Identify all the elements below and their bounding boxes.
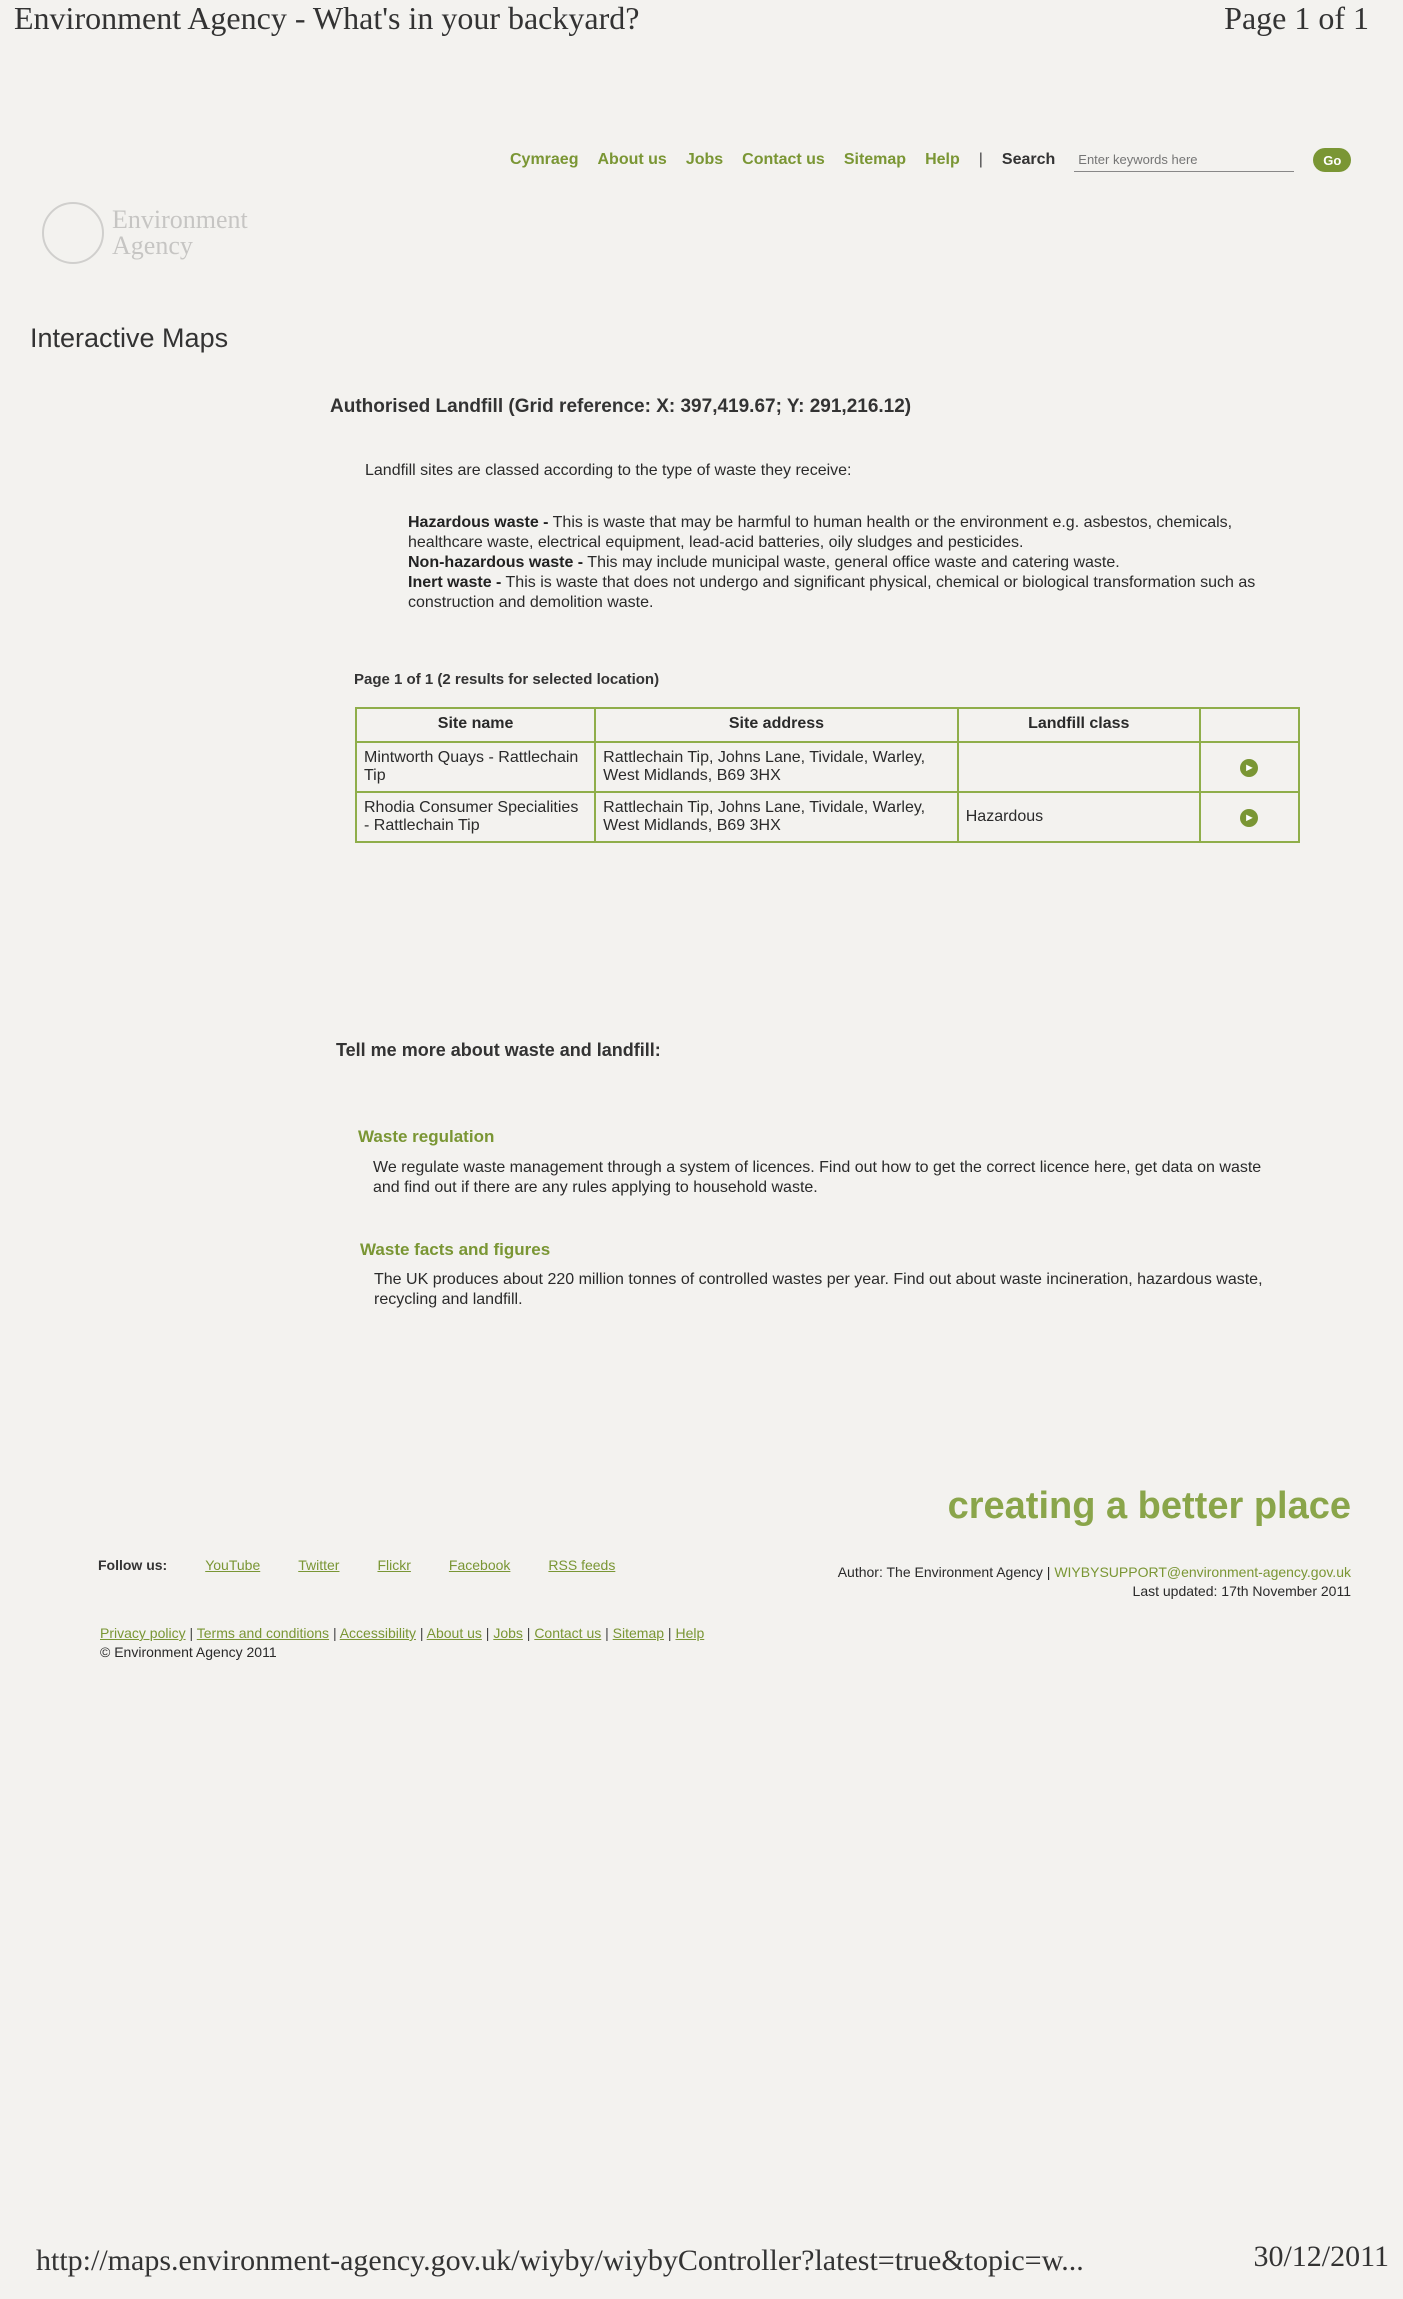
footer-link-jobs[interactable]: Jobs <box>493 1625 523 1641</box>
waste-facts-text: The UK produces about 220 million tonnes of controlled wastes per year. Find out about waste incineration, hazardous waste, recycling and landfill. <box>374 1271 1263 1308</box>
tell-me-more-heading: Tell me more about waste and landfill: <box>336 1040 661 1060</box>
social-link-rss[interactable]: RSS feeds <box>548 1557 616 1573</box>
social-link-youtube[interactable]: YouTube <box>205 1557 261 1573</box>
table-row <box>356 742 1299 792</box>
waste-regulation-link[interactable]: Waste regulation <box>358 1127 495 1146</box>
cell-action <box>1200 792 1299 842</box>
footer-link-sitemap[interactable]: Sitemap <box>612 1625 665 1641</box>
search-input[interactable] <box>1074 149 1294 172</box>
footer-link-accessibility[interactable]: Accessibility <box>339 1625 416 1641</box>
cell-site-name: Mintworth Quays - Rattlechain Tip <box>356 742 595 792</box>
nav-link-jobs[interactable]: Jobs <box>685 151 724 168</box>
nav-link-about-us[interactable]: About us <box>597 151 667 168</box>
copyright: © Environment Agency 2011 <box>100 1644 277 1660</box>
slogan: creating a better place <box>947 1485 1351 1527</box>
definition-non-hazardous <box>408 553 1288 573</box>
cell-landfill-class <box>958 742 1200 792</box>
footer-link-privacy[interactable]: Privacy policy <box>100 1625 186 1641</box>
footer-link-terms[interactable]: Terms and conditions <box>196 1625 330 1641</box>
print-header-title: Environment Agency - What's in your backyard? <box>14 0 640 36</box>
author-label: Author: The Environment Agency | <box>837 1564 1055 1580</box>
search-label: Search <box>1001 151 1056 168</box>
landfill-results-table <box>355 707 1300 843</box>
footer-link-about-us[interactable]: About us <box>426 1625 482 1641</box>
footer-links: Privacy policy | Terms and conditions | Accessibility | About us | Jobs | Contact us | Sitemap | Help <box>100 1625 705 1641</box>
definition-term: Inert waste - <box>408 574 502 591</box>
definition-text: This may include municipal waste, general office waste and catering waste. <box>583 554 1120 571</box>
nav-link-contact-us[interactable]: Contact us <box>742 151 825 168</box>
author-info <box>838 1563 1351 1601</box>
author-email-link[interactable]: WIYBYSUPPORT@environment-agency.gov.uk <box>1054 1564 1351 1580</box>
waste-facts-link[interactable]: Waste facts and figures <box>360 1240 551 1259</box>
table-header-row <box>356 708 1299 742</box>
top-nav <box>510 148 1351 172</box>
definition-term: Hazardous waste - <box>408 514 549 531</box>
page-title: Interactive Maps <box>30 323 229 353</box>
column-header-landfill-class: Landfill class <box>958 708 1200 742</box>
definition-inert <box>408 573 1288 613</box>
logo-text-line1: Environment <box>112 205 248 234</box>
follow-us-bar <box>98 1557 615 1573</box>
results-count: Page 1 of 1 (2 results for selected location) <box>354 671 660 688</box>
print-footer-date: 30/12/2011 <box>1253 2240 1389 2273</box>
table-row <box>356 792 1299 842</box>
landfill-intro: Landfill sites are classed according to the type of waste they receive: <box>365 462 852 479</box>
cell-site-address: Rattlechain Tip, Johns Lane, Tividale, Warley, West Midlands, B69 3HX <box>595 792 958 842</box>
definition-term: Non-hazardous waste - <box>408 554 584 571</box>
last-updated: Last updated: 17th November 2011 <box>1132 1583 1351 1599</box>
cell-action <box>1200 742 1299 792</box>
social-link-flickr[interactable]: Flickr <box>377 1557 411 1573</box>
environment-agency-logo[interactable] <box>42 202 248 264</box>
social-link-facebook[interactable]: Facebook <box>448 1557 511 1573</box>
row-details-arrow-icon[interactable]: ► <box>1240 759 1258 777</box>
print-header-page: Page 1 of 1 <box>1224 0 1369 36</box>
row-details-arrow-icon[interactable]: ► <box>1240 809 1258 827</box>
column-header-action <box>1200 708 1299 742</box>
column-header-site-name: Site name <box>356 708 595 742</box>
cell-site-name: Rhodia Consumer Specialities - Rattlechain Tip <box>356 792 595 842</box>
column-header-site-address: Site address <box>595 708 958 742</box>
nav-link-cymraeg[interactable]: Cymraeg <box>510 151 579 168</box>
waste-regulation-text: We regulate waste management through a system of licences. Find out how to get the correct licence here, get data on waste and find out if there are any rules applying to household waste. <box>373 1159 1262 1196</box>
waste-definitions <box>408 513 1288 613</box>
logo-text-line2: Agency <box>112 231 193 260</box>
footer-link-help[interactable]: Help <box>675 1625 705 1641</box>
social-link-twitter[interactable]: Twitter <box>298 1557 340 1573</box>
logo-emblem-icon <box>42 202 104 264</box>
print-footer-url: http://maps.environment-agency.gov.uk/wiyby/wiybyController?latest=true&topic=w... <box>36 2244 1084 2277</box>
definition-text: This is waste that may be harmful to human health or the environment e.g. asbestos, chemicals, healthcare waste, electrical equipment, lead-acid batteries, oily sludges and pesticides. <box>408 514 1233 551</box>
follow-us-label: Follow us: <box>98 1557 168 1573</box>
nav-link-help[interactable]: Help <box>925 151 960 168</box>
definition-hazardous <box>408 513 1288 553</box>
footer-link-contact-us[interactable]: Contact us <box>534 1625 602 1641</box>
landfill-heading: Authorised Landfill (Grid reference: X: 397,419.67; Y: 291,216.12) <box>330 396 912 417</box>
search-go-button[interactable]: Go <box>1313 148 1351 172</box>
nav-link-sitemap[interactable]: Sitemap <box>843 151 907 168</box>
cell-site-address: Rattlechain Tip, Johns Lane, Tividale, Warley, West Midlands, B69 3HX <box>595 742 958 792</box>
cell-landfill-class: Hazardous <box>958 792 1200 842</box>
definition-text: This is waste that does not undergo and significant physical, chemical or biological transformation such as construction and demolition waste. <box>408 574 1256 611</box>
nav-separator: | <box>978 151 983 168</box>
